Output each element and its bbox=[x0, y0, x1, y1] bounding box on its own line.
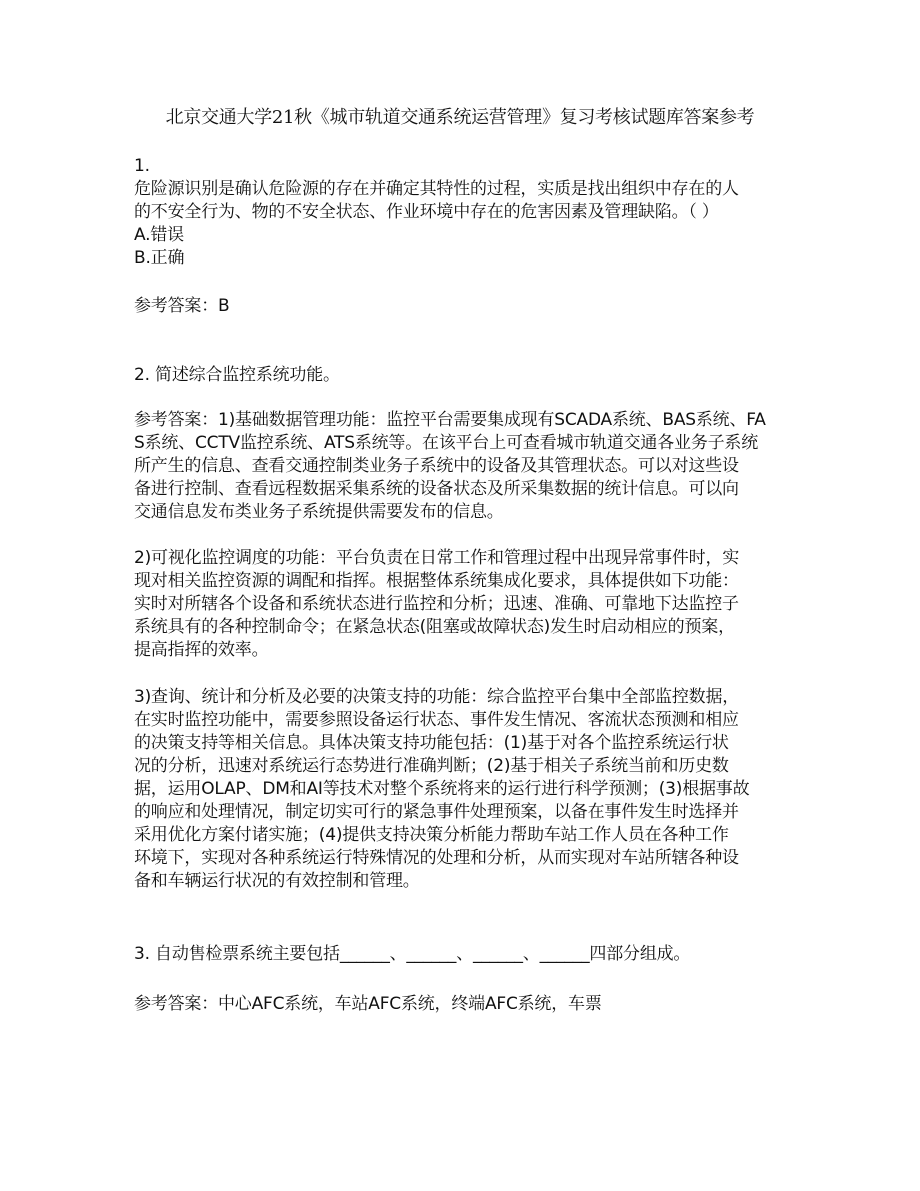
answer-line: 交通信息发布类业务子系统提供需要发布的信息。 bbox=[134, 502, 504, 522]
answer-line: 2)可视化监控调度的功能：平台负责在日常工作和管理过程中出现异常事件时，实 bbox=[134, 548, 740, 568]
question-1 bbox=[134, 155, 786, 270]
question-1-stem-line-1: 危险源识别是确认危险源的存在并确定其特性的过程，实质是找出组织中存在的人 bbox=[134, 179, 739, 199]
answer-line: 实时对所辖各个设备和系统状态进行监控和分析；迅速、准确、可靠地下达监控子 bbox=[134, 594, 739, 614]
answer-line: 参考答案：1)基础数据管理功能：监控平台需要集成现有SCADA系统、BAS系统、FA bbox=[134, 410, 766, 430]
question-1-answer-text: 参考答案：B bbox=[134, 296, 230, 316]
question-2-answer-paragraph-1 bbox=[134, 409, 786, 524]
question-2-answer-paragraph-2 bbox=[134, 547, 786, 662]
question-2-text: 2. 简述综合监控系统功能。 bbox=[134, 365, 340, 385]
answer-line: 况的分析，迅速对系统运行态势进行准确判断；(2)基于相关子系统当前和历史数 bbox=[134, 756, 729, 776]
answer-line: 3)查询、统计和分析及必要的决策支持的功能：综合监控平台集中全部监控数据， bbox=[134, 687, 740, 707]
answer-line: 的决策支持等相关信息。具体决策支持功能包括：(1)基于对各个监控系统运行状 bbox=[134, 733, 729, 753]
question-1-option-b: B.正确 bbox=[134, 248, 185, 268]
question-1-answer bbox=[134, 295, 786, 318]
answer-line: 在实时监控功能中，需要参照设备运行状态、事件发生情况、客流状态预测和相应 bbox=[134, 710, 739, 730]
document-title: 北京交通大学21秋《城市轨道交通系统运营管理》复习考核试题库答案参考 bbox=[165, 107, 755, 128]
answer-line: 提高指挥的效率。 bbox=[134, 640, 269, 660]
question-3 bbox=[134, 943, 786, 966]
question-2-answer-paragraph-3 bbox=[134, 686, 786, 893]
answer-line: 现对相关监控资源的调配和指挥。根据整体系统集成化要求，具体提供如下功能： bbox=[134, 571, 739, 591]
question-1-stem-line-2: 的不安全行为、物的不安全状态、作业环境中存在的危害因素及管理缺陷。（ ） bbox=[134, 202, 719, 222]
answer-line: 备和车辆运行状况的有效控制和管理。 bbox=[134, 871, 420, 891]
answer-line: 系统具有的各种控制命令；在紧急状态(阻塞或故障状态)发生时启动相应的预案， bbox=[134, 617, 735, 637]
answer-line: 据，运用OLAP、DM和AI等技术对整个系统将来的运行进行科学预测；(3)根据事故 bbox=[134, 779, 750, 799]
answer-line: 的响应和处理情况，制定切实可行的紧急事件处理预案，以备在事件发生时选择并 bbox=[134, 802, 739, 822]
question-3-answer bbox=[134, 993, 786, 1016]
answer-line: 采用优化方案付诸实施；(4)提供支持决策分析能力帮助车站工作人员在各种工作 bbox=[134, 825, 729, 845]
question-3-text: 3. 自动售检票系统主要包括______、______、______、______四部分组成。 bbox=[134, 944, 691, 964]
question-1-number: 1. bbox=[134, 156, 150, 176]
question-2 bbox=[134, 364, 786, 387]
answer-line: 环境下，实现对各种系统运行特殊情况的处理和分析，从而实现对车站所辖各种设 bbox=[134, 848, 739, 868]
answer-line: S系统、CCTV监控系统、ATS系统等。在该平台上可查看城市轨道交通各业务子系统 bbox=[134, 433, 759, 453]
question-3-answer-text: 参考答案：中心AFC系统，车站AFC系统，终端AFC系统，车票 bbox=[134, 994, 602, 1014]
question-1-option-a: A.错误 bbox=[134, 225, 184, 245]
answer-line: 备进行控制、查看远程数据采集系统的设备状态及所采集数据的统计信息。可以向 bbox=[134, 479, 739, 499]
answer-line: 所产生的信息、查看交通控制类业务子系统中的设备及其管理状态。可以对这些设 bbox=[134, 456, 739, 476]
